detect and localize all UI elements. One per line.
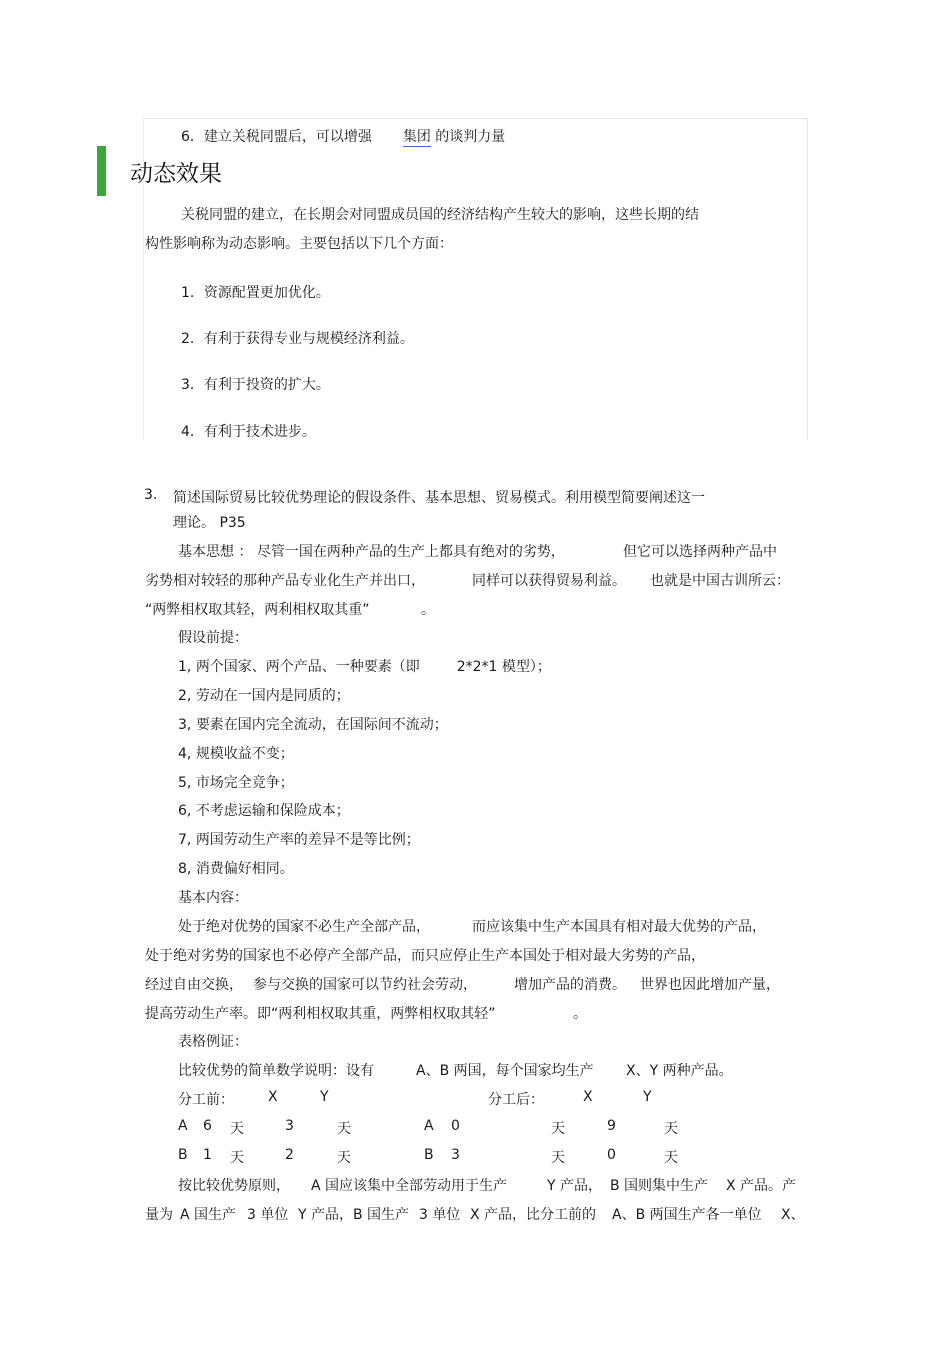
assumptions-title: 假设前提：	[178, 630, 248, 646]
idea-line-3b: 。	[421, 602, 435, 618]
para-line-2d: Y 产品，B 国生产	[298, 1207, 410, 1223]
para-line-1c: Y 产品，	[547, 1178, 603, 1194]
assumption-text: 劳动在一国内是同质的；	[195, 688, 350, 704]
assumption-text: 规模收益不变；	[195, 746, 294, 762]
table-cell: 3	[451, 1147, 460, 1163]
assumption-text: 市场完全竞争；	[195, 775, 294, 791]
assumption-item	[178, 829, 420, 849]
assumption-num: 2,	[178, 688, 192, 704]
para-line-2e: 3 单位	[419, 1207, 461, 1223]
para-line-1a: 按比较优势原则，	[178, 1178, 290, 1194]
table-cell: 天	[337, 1121, 351, 1137]
para-line-2a: 量为	[145, 1207, 173, 1223]
intro-line-1: 关税同盟的建立，在长期会对同盟成员国的经济结构产生较大的影响，这些长期的结	[181, 207, 699, 223]
table-before-label: 分工前：	[178, 1092, 234, 1108]
content-line-4a: 提高劳动生产率。即“两利相权取其重，两弊相权取其轻”	[145, 1006, 496, 1022]
table-cell: 0	[607, 1147, 616, 1163]
assumption-num: 4,	[178, 746, 192, 762]
table-cell: 0	[451, 1118, 460, 1134]
para-line-2b: A 国生产	[180, 1207, 237, 1223]
content-line-3a: 经过自由交换，	[145, 977, 243, 993]
para-line-1b: A 国应该集中全部劳动用于生产	[311, 1178, 508, 1194]
list-item: 2．有利于获得专业与规模经济利益。	[181, 331, 414, 347]
question-number: 3.	[144, 487, 158, 503]
assumption-item	[178, 772, 294, 792]
assumption-text: 两国劳动生产率的差异不是等比例；	[195, 832, 420, 848]
table-cell: 天	[337, 1150, 351, 1166]
table-cell: 3	[285, 1118, 294, 1134]
table-cell: 天	[664, 1121, 678, 1137]
idea-line-1b: 但它可以选择两种产品中	[623, 544, 777, 560]
assumption-item	[178, 800, 350, 820]
assumption-text: 要素在国内完全流动，在国际间不流动；	[195, 717, 448, 733]
content-line-1a: 处于绝对优势的国家不必生产全部产品，	[178, 919, 430, 935]
para-line-2f: X 产品，比分工前的	[470, 1207, 597, 1223]
list-item-6	[181, 126, 505, 146]
item6-text: 6．建立关税同盟后，可以增强	[181, 129, 372, 145]
idea-line-3a: “两弊相权取其轻，两利相权取其重”	[145, 602, 370, 618]
content-line-2: 处于绝对劣势的国家也不必停产全部产品，而只应停止生产本国处于相对最大劣势的产品，	[145, 948, 705, 964]
para-line-2c: 3 单位	[247, 1207, 289, 1223]
para-line-2h: X、	[781, 1207, 805, 1223]
table-after-label: 分工后：	[488, 1092, 544, 1108]
table-cell: B	[178, 1147, 188, 1163]
idea-line-2b: 同样可以获得贸易利益。	[472, 573, 626, 589]
table-cell: 天	[230, 1121, 244, 1137]
group-link[interactable]: 集团	[402, 129, 431, 145]
content-line-4b: 。	[573, 1006, 587, 1022]
content-line-3b: 参与交换的国家可以节约社会劳动，	[253, 977, 477, 993]
table-cell: 天	[230, 1150, 244, 1166]
table-title: 表格例证：	[178, 1034, 248, 1050]
idea-line-1a: 基本思想 ： 尽管一国在两种产品的生产上都具有绝对的劣势，	[178, 544, 565, 560]
content-title: 基本内容：	[178, 890, 248, 906]
table-col-y: Y	[643, 1089, 652, 1105]
table-cell: 2	[285, 1147, 294, 1163]
list-item: 1．资源配置更加优化。	[181, 285, 330, 301]
table-cell: 9	[607, 1118, 616, 1134]
assumption-item	[178, 656, 551, 676]
assumption-text: 两个国家、两个产品、一种要素（即	[195, 659, 420, 675]
section-heading: 动态效果	[130, 161, 222, 187]
table-col-x: X	[268, 1089, 278, 1105]
question-line-1: 简述国际贸易比较优势理论的假设条件、基本思想、贸易模式。利用模型简要阐述这一	[173, 490, 705, 506]
assumption-num: 6,	[178, 803, 192, 819]
table-col-y: Y	[320, 1089, 329, 1105]
table-col-x: X	[583, 1089, 593, 1105]
list-item: 4．有利于技术进步。	[181, 424, 316, 440]
assumption-text: 不考虑运输和保险成本；	[195, 803, 350, 819]
table-cell: 1	[203, 1147, 212, 1163]
intro-line-2: 构性影响称为动态影响。主要包括以下几个方面：	[145, 236, 453, 252]
content-line-3c: 增加产品的消费。	[514, 977, 626, 993]
assumption-num: 3,	[178, 717, 192, 733]
example-line-a: 比较优势的简单数学说明：设有	[178, 1063, 374, 1079]
table-cell: A	[424, 1118, 434, 1134]
assumption-num: 7,	[178, 832, 192, 848]
assumption-num: 5,	[178, 775, 192, 791]
para-line-1d: B 国则集中生产	[610, 1178, 709, 1194]
idea-line-2a: 劣势相对较轻的那种产品专业化生产并出口，	[145, 573, 425, 589]
table-cell: A	[178, 1118, 188, 1134]
table-cell: 天	[664, 1150, 678, 1166]
assumption-text-model: 2*2*1 模型）；	[456, 659, 551, 675]
table-cell: 6	[203, 1118, 212, 1134]
table-cell: B	[424, 1147, 434, 1163]
item6-text-end: 的谈判力量	[435, 129, 506, 145]
example-line-b: A、B 两国，每个国家均生产	[416, 1063, 594, 1079]
table-cell: 天	[551, 1150, 565, 1166]
para-line-2g: A、B 两国生产各一单位	[612, 1207, 762, 1223]
assumption-num: 1,	[178, 659, 192, 675]
content-line-3d: 世界也因此增加产量，	[640, 977, 780, 993]
assumption-item	[178, 714, 448, 734]
assumption-item	[178, 858, 294, 878]
table-cell: 天	[551, 1121, 565, 1137]
content-line-1b: 而应该集中生产本国具有相对最大优势的产品，	[472, 919, 766, 935]
assumption-num: 8,	[178, 861, 192, 877]
idea-line-2c: 也就是中国古训所云：	[650, 573, 790, 589]
example-line-c: X、Y 两种产品。	[626, 1063, 733, 1079]
assumption-item	[178, 743, 294, 763]
question-line-2: 理论。 P35	[173, 515, 246, 531]
assumption-text: 消费偏好相同。	[195, 861, 294, 877]
list-item: 3．有利于投资的扩大。	[181, 377, 330, 393]
assumption-item	[178, 685, 350, 705]
section-accent-bar	[97, 146, 106, 196]
para-line-1e: X 产品。产	[726, 1178, 797, 1194]
